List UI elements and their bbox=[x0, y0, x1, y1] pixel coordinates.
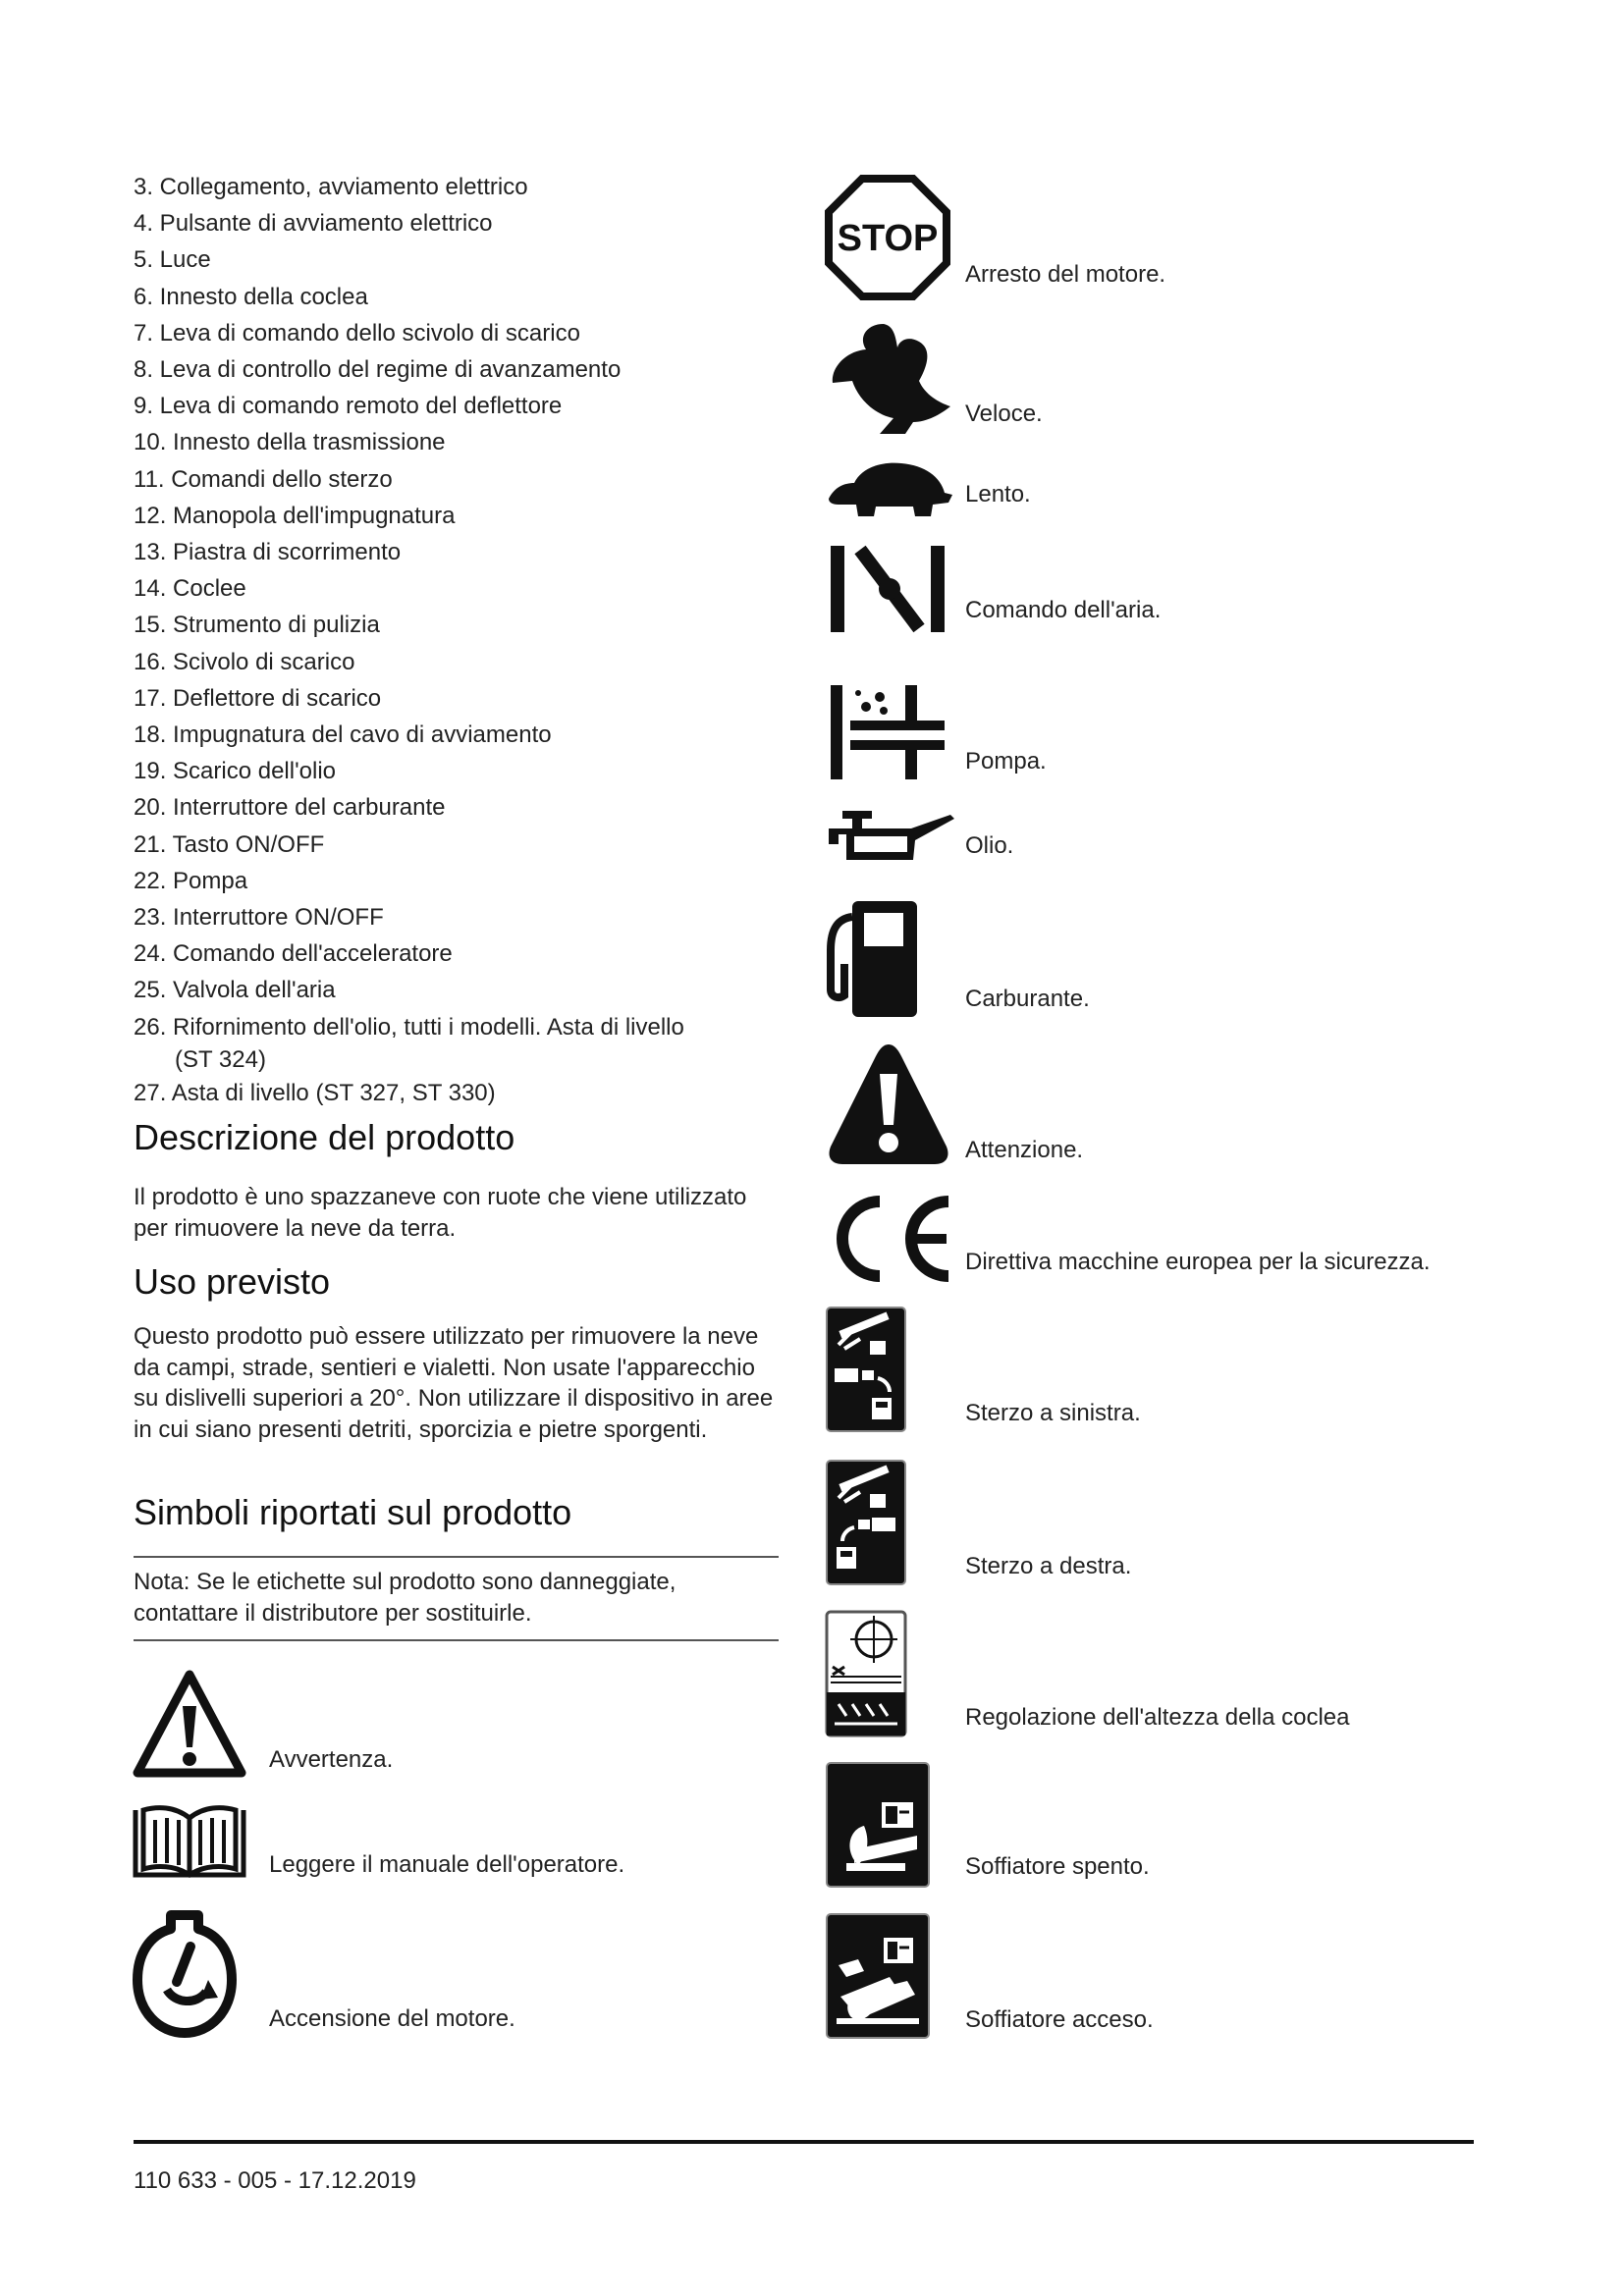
engine-start-icon bbox=[132, 1909, 238, 2039]
list-item: 9. Leva di comando remoto del deflettore bbox=[134, 393, 563, 420]
list-item: 22. Pompa bbox=[134, 867, 248, 894]
symbol-label: Pompa. bbox=[965, 748, 1047, 774]
blower-on-icon bbox=[825, 1912, 931, 2040]
symbol-label: Avvertenza. bbox=[269, 1746, 394, 1773]
ce-mark-icon bbox=[825, 1192, 956, 1286]
warning-triangle-icon bbox=[132, 1669, 247, 1779]
symbol-label: Veloce. bbox=[965, 400, 1043, 427]
list-item: 23. Interruttore ON/OFF bbox=[134, 904, 384, 932]
note bbox=[134, 1567, 782, 1629]
list-item: 11. Comandi dello sterzo bbox=[134, 465, 393, 493]
list-item: 14. Coclee bbox=[134, 575, 246, 603]
symbol-label: Soffiatore acceso. bbox=[965, 2006, 1154, 2033]
symbol-label: Lento. bbox=[965, 481, 1031, 507]
description-text: Il prodotto è uno spazzaneve con ruote che viene utilizzato per rimuovere la neve da terra. bbox=[134, 1184, 747, 1242]
footer-divider bbox=[134, 2140, 1474, 2144]
list-item: 3. Collegamento, avviamento elettrico bbox=[134, 174, 528, 200]
oil-can-icon bbox=[825, 805, 956, 866]
auger-height-icon bbox=[825, 1610, 907, 1737]
symbol-label: Accensione del motore. bbox=[269, 2005, 515, 2032]
steer-right-icon bbox=[825, 1459, 907, 1586]
list-item: 6. Innesto della coclea bbox=[134, 283, 368, 310]
list-item: 15. Strumento di pulizia bbox=[134, 612, 380, 639]
footer-doc-id: 110 633 - 005 - 17.12.2019 bbox=[134, 2167, 416, 2194]
symbol-label: Comando dell'aria. bbox=[965, 597, 1162, 623]
operator-manual-icon bbox=[132, 1800, 247, 1881]
list-item: 12. Manopola dell'impugnatura bbox=[134, 502, 456, 529]
list-item: 7. Leva di comando dello scivolo di scarico bbox=[134, 319, 580, 347]
choke-icon bbox=[825, 542, 952, 636]
symbol-label: Sterzo a destra. bbox=[965, 1553, 1132, 1579]
symbol-label: Soffiatore spento. bbox=[965, 1853, 1150, 1880]
rabbit-fast-icon bbox=[825, 320, 956, 438]
primer-pump-icon bbox=[825, 681, 952, 783]
list-item: 20. Interruttore del carburante bbox=[134, 794, 446, 822]
stop-sign-text: STOP bbox=[837, 218, 939, 259]
symbol-label: Attenzione. bbox=[965, 1137, 1084, 1163]
section-title-symbols: Simboli riportati sul prodotto bbox=[134, 1492, 572, 1532]
note-label: Nota: bbox=[134, 1569, 190, 1595]
note-text: Se le etichette sul prodotto sono danneggiate, contattare il distributore per sostituirle. bbox=[134, 1569, 677, 1627]
list-item: 4. Pulsante di avviamento elettrico bbox=[134, 210, 493, 238]
section-title-intended-use: Uso previsto bbox=[134, 1261, 331, 1302]
list-item: 17. Deflettore di scarico bbox=[134, 684, 382, 712]
attention-icon bbox=[825, 1041, 952, 1168]
list-item: 24. Comando dell'acceleratore bbox=[134, 940, 453, 968]
note-top-divider bbox=[134, 1556, 779, 1558]
section-title-description: Descrizione del prodotto bbox=[134, 1117, 515, 1157]
list-item: 5. Luce bbox=[134, 246, 211, 274]
symbol-label: Sterzo a sinistra. bbox=[965, 1400, 1141, 1426]
symbol-label: Leggere il manuale dell'operatore. bbox=[269, 1851, 625, 1878]
list-item: 26. Rifornimento dell'olio, tutti i modelli. Asta di livello (ST 324) bbox=[134, 1013, 684, 1073]
list-item: 18. Impugnatura del cavo di avviamento bbox=[134, 721, 552, 749]
blower-off-icon bbox=[825, 1761, 931, 1889]
symbol-label: Regolazione dell'altezza della coclea bbox=[965, 1704, 1350, 1731]
symbol-label: Direttiva macchine europea per la sicurezza. bbox=[965, 1249, 1431, 1275]
parts-list bbox=[134, 169, 782, 1111]
list-item: 10. Innesto della trasmissione bbox=[134, 429, 446, 456]
symbol-label: Olio. bbox=[965, 832, 1014, 859]
list-item: 21. Tasto ON/OFF bbox=[134, 830, 325, 858]
fuel-pump-icon bbox=[825, 895, 923, 1021]
list-item: 16. Scivolo di scarico bbox=[134, 648, 355, 675]
list-item: 8. Leva di controllo del regime di avanzamento bbox=[134, 356, 622, 384]
list-item: 19. Scarico dell'olio bbox=[134, 758, 337, 785]
turtle-slow-icon bbox=[825, 459, 956, 520]
symbol-label: Arresto del motore. bbox=[965, 261, 1166, 288]
intended-use-text: Questo prodotto può essere utilizzato per rimuovere la neve da campi, strade, sentieri e vialetti. Non usate l'apparecchio su dislivelli superiori a 20°. Non utilizzare il dispositivo in aree in cui siano presenti detriti, sporcizia e pietre sporgenti. bbox=[134, 1323, 774, 1443]
note-bottom-divider bbox=[134, 1639, 779, 1641]
list-item: 27. Asta di livello (ST 327, ST 330) bbox=[134, 1079, 496, 1106]
symbol-label: Carburante. bbox=[965, 986, 1090, 1012]
list-item: 13. Piastra di scorrimento bbox=[134, 539, 402, 566]
stop-sign-icon bbox=[825, 175, 950, 300]
list-item: 25. Valvola dell'aria bbox=[134, 977, 336, 1004]
steer-left-icon bbox=[825, 1306, 907, 1433]
